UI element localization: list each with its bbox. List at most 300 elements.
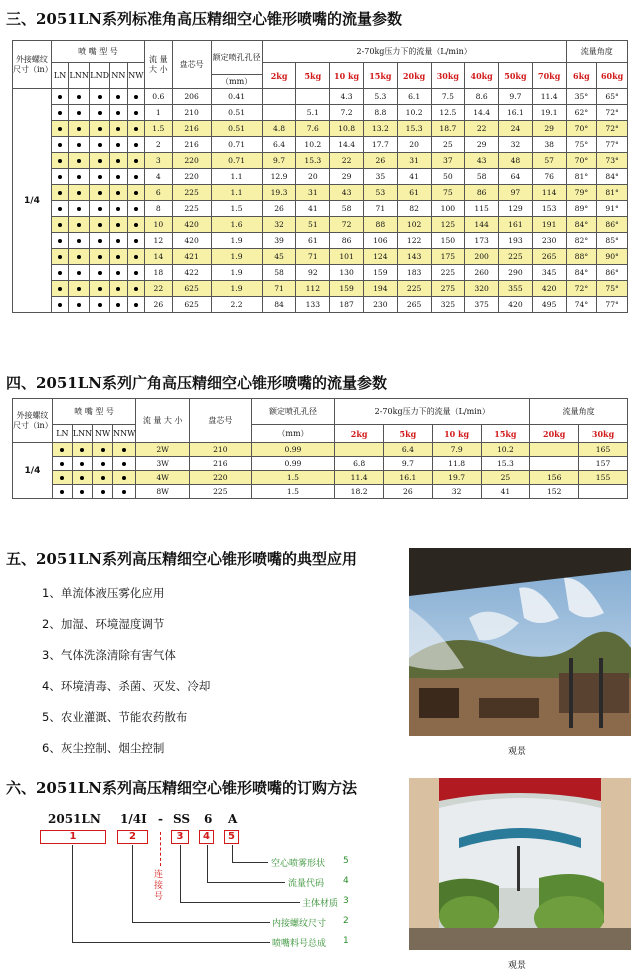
data-cell: 50 xyxy=(431,169,465,185)
data-cell: 71 xyxy=(262,281,296,297)
availability-dot xyxy=(77,271,81,275)
availability-dot xyxy=(77,175,81,179)
type-available-cell xyxy=(69,233,90,249)
data-cell: 0.71 xyxy=(211,153,262,169)
legend-num-5: 5 xyxy=(343,856,349,866)
data-cell: 58 xyxy=(465,169,499,185)
application-item: 1、单流体液压雾化应用 xyxy=(42,586,165,600)
data-cell: 1.9 xyxy=(211,265,262,281)
order-box-1: 1 xyxy=(40,830,106,844)
orifice-header: 额定喷孔孔径 xyxy=(211,41,262,75)
availability-dot xyxy=(116,127,120,131)
data-cell: 18 xyxy=(145,265,173,281)
type-available-cell xyxy=(90,297,110,313)
availability-dot xyxy=(98,239,102,243)
data-cell: 143 xyxy=(397,249,431,265)
data-cell: 14.4 xyxy=(465,105,499,121)
type-available-cell xyxy=(110,281,127,297)
availability-dot xyxy=(116,191,120,195)
data-cell: 22 xyxy=(465,121,499,137)
data-cell: 92 xyxy=(296,265,330,281)
data-cell xyxy=(296,89,330,105)
data-cell: 495 xyxy=(532,297,566,313)
data-cell: 187 xyxy=(330,297,364,313)
data-cell: 102 xyxy=(397,217,431,233)
type-available-cell xyxy=(127,121,144,137)
thread-size-cell: 1/4 xyxy=(13,89,52,313)
data-cell: 84° xyxy=(566,217,597,233)
spray-angle-header: 流量角度 xyxy=(566,41,627,63)
data-cell: 345 xyxy=(532,265,566,281)
availability-dot xyxy=(116,303,120,307)
section4-title: 四、2051LN系列广角高压精细空心锥形喷嘴的流量参数 xyxy=(6,374,388,392)
type-available-cell xyxy=(69,169,90,185)
availability-dot xyxy=(60,490,64,494)
data-cell: 10.2 xyxy=(296,137,330,153)
data-cell: 70° xyxy=(566,121,597,137)
type-available-cell xyxy=(51,217,68,233)
availability-dot xyxy=(134,111,138,115)
availability-dot xyxy=(77,111,81,115)
data-cell: 88 xyxy=(363,217,397,233)
table-row xyxy=(13,201,628,217)
data-cell: 29 xyxy=(465,137,499,153)
legend-label-5: 空心喷雾形状 xyxy=(271,859,326,869)
data-cell: 1.1 xyxy=(211,185,262,201)
nozzle-type-lnd: LND xyxy=(90,63,110,89)
availability-dot xyxy=(134,95,138,99)
data-cell: 1.5 xyxy=(145,121,173,137)
data-cell: 175 xyxy=(431,249,465,265)
type-available-cell xyxy=(90,89,110,105)
data-cell: 9.7 xyxy=(384,457,433,471)
data-cell: 89° xyxy=(566,201,597,217)
availability-dot xyxy=(116,95,120,99)
type-available-cell xyxy=(90,121,110,137)
data-cell: 173 xyxy=(465,233,499,249)
data-cell: 265 xyxy=(397,297,431,313)
data-cell: 26 xyxy=(363,153,397,169)
order-box-4: 4 xyxy=(199,830,214,844)
availability-dot xyxy=(116,111,120,115)
data-cell: 84° xyxy=(597,169,628,185)
data-cell: 39 xyxy=(262,233,296,249)
availability-dot xyxy=(77,191,81,195)
availability-dot xyxy=(134,239,138,243)
data-cell: 191 xyxy=(532,217,566,233)
data-cell: 61 xyxy=(397,185,431,201)
data-cell: 35 xyxy=(363,169,397,185)
availability-dot xyxy=(60,448,64,452)
section6-title: 六、2051LN系列高压精细空心锥形喷嘴的订购方法 xyxy=(6,779,358,797)
data-cell: 77° xyxy=(597,137,628,153)
data-cell: 129 xyxy=(499,201,533,217)
legend-num-2: 2 xyxy=(343,916,349,926)
nozzle-type-lnn: LNN xyxy=(72,425,92,443)
data-cell: 81° xyxy=(566,169,597,185)
data-cell: 161 xyxy=(499,217,533,233)
core-number-header: 盘芯号 xyxy=(172,41,211,89)
data-cell: 11.4 xyxy=(335,471,384,485)
data-cell: 216 xyxy=(172,121,211,137)
data-cell: 130 xyxy=(330,265,364,281)
nozzle-type-nw: NW xyxy=(93,425,113,443)
pressure-col-header: 15kg xyxy=(363,63,397,89)
data-cell: 11.4 xyxy=(532,89,566,105)
data-cell: 230 xyxy=(363,297,397,313)
type-available-cell xyxy=(127,249,144,265)
data-cell: 225 xyxy=(190,485,252,499)
data-cell: 5.3 xyxy=(363,89,397,105)
availability-dot xyxy=(122,490,126,494)
data-cell: 6.4 xyxy=(384,443,433,457)
data-cell: 355 xyxy=(499,281,533,297)
type-available-cell xyxy=(93,485,113,499)
data-cell: 420 xyxy=(532,281,566,297)
data-cell: 4 xyxy=(145,169,173,185)
type-available-cell xyxy=(69,89,90,105)
data-cell: 65° xyxy=(597,89,628,105)
data-cell: 76 xyxy=(532,169,566,185)
availability-dot xyxy=(60,462,64,466)
code-shape: A xyxy=(228,812,238,826)
data-cell: 4W xyxy=(136,471,190,485)
type-available-cell xyxy=(69,297,90,313)
availability-dot xyxy=(116,287,120,291)
data-cell: 73° xyxy=(597,153,628,169)
data-cell: 85° xyxy=(597,233,628,249)
pressure-col-header: 2kg xyxy=(335,425,384,443)
type-available-cell xyxy=(51,201,68,217)
data-cell: 77° xyxy=(597,297,628,313)
type-available-cell xyxy=(127,169,144,185)
data-cell xyxy=(530,457,579,471)
data-cell: 159 xyxy=(363,265,397,281)
spray-angle-header: 流量角度 xyxy=(530,399,628,425)
nozzle-type-header: 喷 嘴 型 号 xyxy=(52,399,135,425)
availability-dot xyxy=(98,191,102,195)
data-cell: 101 xyxy=(330,249,364,265)
type-available-cell xyxy=(90,137,110,153)
data-cell: 62° xyxy=(566,105,597,121)
data-cell: 32 xyxy=(432,485,481,499)
type-available-cell xyxy=(93,471,113,485)
availability-dot xyxy=(58,287,62,291)
data-cell: 22 xyxy=(145,281,173,297)
order-box-5: 5 xyxy=(224,830,239,844)
data-cell: 25 xyxy=(481,471,530,485)
availability-dot xyxy=(122,476,126,480)
type-available-cell xyxy=(127,105,144,121)
data-cell: 17.7 xyxy=(363,137,397,153)
connector-label: 连接号 xyxy=(154,870,164,902)
data-cell: 31 xyxy=(296,185,330,201)
table-row xyxy=(13,233,628,249)
type-available-cell xyxy=(110,297,127,313)
data-cell: 7.2 xyxy=(330,105,364,121)
type-available-cell xyxy=(69,105,90,121)
type-available-cell xyxy=(51,89,68,105)
availability-dot xyxy=(134,287,138,291)
data-cell: 82° xyxy=(566,233,597,249)
data-cell: 100 xyxy=(431,201,465,217)
data-cell: 4.8 xyxy=(262,121,296,137)
data-cell: 2.2 xyxy=(211,297,262,313)
data-cell xyxy=(262,105,296,121)
pressure-col-header: 30kg xyxy=(579,425,628,443)
data-cell: 86 xyxy=(330,233,364,249)
availability-dot xyxy=(98,207,102,211)
type-available-cell xyxy=(110,169,127,185)
data-cell xyxy=(335,443,384,457)
data-cell: 22 xyxy=(330,153,364,169)
data-cell: 29 xyxy=(532,121,566,137)
type-available-cell xyxy=(51,281,68,297)
data-cell: 9.7 xyxy=(262,153,296,169)
type-available-cell xyxy=(69,201,90,217)
data-cell: 75 xyxy=(431,185,465,201)
data-cell: 1.9 xyxy=(211,233,262,249)
orifice-unit: （mm） xyxy=(211,75,262,89)
data-cell: 200 xyxy=(465,249,499,265)
type-available-cell xyxy=(52,457,72,471)
data-cell: 6.1 xyxy=(397,89,431,105)
data-cell: 38 xyxy=(532,137,566,153)
data-cell: 84° xyxy=(566,265,597,281)
table-row xyxy=(13,265,628,281)
pressure-col-header: 10 kg xyxy=(330,63,364,89)
data-cell: 0.41 xyxy=(211,89,262,105)
type-available-cell xyxy=(90,265,110,281)
data-cell: 86° xyxy=(597,265,628,281)
type-available-cell xyxy=(110,121,127,137)
data-cell: 144 xyxy=(465,217,499,233)
pressure-col-header: 10 kg xyxy=(432,425,481,443)
availability-dot xyxy=(101,476,105,480)
type-available-cell xyxy=(51,153,68,169)
data-cell: 37 xyxy=(431,153,465,169)
type-available-cell xyxy=(52,485,72,499)
type-available-cell xyxy=(127,217,144,233)
data-cell: 375 xyxy=(465,297,499,313)
availability-dot xyxy=(116,255,120,259)
availability-dot xyxy=(101,490,105,494)
type-available-cell xyxy=(90,249,110,265)
data-cell: 625 xyxy=(172,281,211,297)
availability-dot xyxy=(58,223,62,227)
availability-dot xyxy=(98,271,102,275)
table-row xyxy=(13,105,628,121)
data-cell: 165 xyxy=(579,443,628,457)
data-cell: 72° xyxy=(597,121,628,137)
data-cell: 82 xyxy=(397,201,431,217)
data-cell: 45 xyxy=(262,249,296,265)
data-cell: 225 xyxy=(172,201,211,217)
availability-dot xyxy=(77,239,81,243)
type-available-cell xyxy=(127,265,144,281)
availability-dot xyxy=(58,271,62,275)
availability-dot xyxy=(80,490,84,494)
data-cell: 71 xyxy=(296,249,330,265)
connector-dash-line xyxy=(160,832,161,866)
availability-dot xyxy=(101,448,105,452)
core-number-header: 盘芯号 xyxy=(190,399,252,443)
availability-dot xyxy=(134,175,138,179)
table-row xyxy=(13,443,628,457)
application-item: 4、环境清毒、杀菌、灭发、冷却 xyxy=(42,679,211,693)
availability-dot xyxy=(98,255,102,259)
type-available-cell xyxy=(113,443,136,457)
availability-dot xyxy=(58,207,62,211)
availability-dot xyxy=(116,207,120,211)
data-cell: 9.7 xyxy=(499,89,533,105)
data-cell: 8.8 xyxy=(363,105,397,121)
type-available-cell xyxy=(69,137,90,153)
data-cell: 0.51 xyxy=(211,121,262,137)
nozzle-type-nn: NN xyxy=(110,63,127,89)
data-cell: 88° xyxy=(566,249,597,265)
availability-dot xyxy=(98,127,102,131)
type-available-cell xyxy=(127,185,144,201)
availability-dot xyxy=(98,223,102,227)
data-cell: 16.1 xyxy=(384,471,433,485)
availability-dot xyxy=(134,303,138,307)
data-cell: 220 xyxy=(172,169,211,185)
availability-dot xyxy=(116,271,120,275)
legend-num-1: 1 xyxy=(343,936,349,946)
availability-dot xyxy=(116,223,120,227)
pressure-col-header: 50kg xyxy=(499,63,533,89)
data-cell: 10 xyxy=(145,217,173,233)
data-cell: 19.7 xyxy=(432,471,481,485)
table-row xyxy=(13,185,628,201)
type-available-cell xyxy=(110,265,127,281)
availability-dot xyxy=(60,476,64,480)
data-cell: 1.5 xyxy=(251,471,335,485)
data-cell: 16.1 xyxy=(499,105,533,121)
type-available-cell xyxy=(51,185,68,201)
type-available-cell xyxy=(90,153,110,169)
type-available-cell xyxy=(51,137,68,153)
availability-dot xyxy=(80,462,84,466)
type-available-cell xyxy=(90,281,110,297)
section3-title: 三、2051LN系列标准角高压精细空心锥形喷嘴的流量参数 xyxy=(6,10,403,28)
data-cell: 57 xyxy=(532,153,566,169)
availability-dot xyxy=(98,143,102,147)
data-cell: 14.4 xyxy=(330,137,364,153)
data-cell: 265 xyxy=(532,249,566,265)
availability-dot xyxy=(134,127,138,131)
data-cell: 8.6 xyxy=(465,89,499,105)
availability-dot xyxy=(58,127,62,131)
data-cell: 29 xyxy=(330,169,364,185)
type-available-cell xyxy=(110,153,127,169)
data-cell: 133 xyxy=(296,297,330,313)
data-cell: 1.9 xyxy=(211,249,262,265)
data-cell: 125 xyxy=(431,217,465,233)
orifice-unit: （mm） xyxy=(251,425,335,443)
availability-dot xyxy=(80,448,84,452)
data-cell: 72° xyxy=(597,105,628,121)
availability-dot xyxy=(116,239,120,243)
data-cell: 124 xyxy=(363,249,397,265)
availability-dot xyxy=(77,159,81,163)
availability-dot xyxy=(58,111,62,115)
availability-dot xyxy=(77,255,81,259)
type-available-cell xyxy=(127,233,144,249)
type-available-cell xyxy=(90,201,110,217)
application-item: 5、农业灌溉、节能农药散布 xyxy=(42,710,188,724)
type-available-cell xyxy=(110,137,127,153)
data-cell: 112 xyxy=(296,281,330,297)
type-available-cell xyxy=(90,105,110,121)
availability-dot xyxy=(134,255,138,259)
data-cell: 153 xyxy=(532,201,566,217)
table-row xyxy=(13,89,628,105)
availability-dot xyxy=(77,223,81,227)
data-cell: 1.5 xyxy=(211,201,262,217)
type-available-cell xyxy=(110,105,127,121)
data-cell: 115 xyxy=(465,201,499,217)
data-cell: 48 xyxy=(499,153,533,169)
pressure-col-header: 5kg xyxy=(296,63,330,89)
data-cell: 159 xyxy=(330,281,364,297)
data-cell: 84 xyxy=(262,297,296,313)
availability-dot xyxy=(116,143,120,147)
data-cell: 156 xyxy=(530,471,579,485)
legend-label-4: 流量代码 xyxy=(288,879,325,889)
data-cell: 420 xyxy=(172,217,211,233)
type-available-cell xyxy=(69,265,90,281)
data-cell: 18.7 xyxy=(431,121,465,137)
legend-label-2: 内接螺纹尺寸 xyxy=(272,919,327,929)
availability-dot xyxy=(98,287,102,291)
data-cell: 150 xyxy=(431,233,465,249)
data-cell xyxy=(530,443,579,457)
type-available-cell xyxy=(51,265,68,281)
code-flow: 6 xyxy=(204,812,213,826)
wide-angle-flow-table xyxy=(12,398,628,499)
data-cell: 152 xyxy=(530,485,579,499)
availability-dot xyxy=(58,143,62,147)
availability-dot xyxy=(134,223,138,227)
data-cell: 8 xyxy=(145,201,173,217)
data-cell: 90° xyxy=(597,249,628,265)
data-cell: 74° xyxy=(566,297,597,313)
data-cell: 1.9 xyxy=(211,281,262,297)
legend-num-3: 3 xyxy=(343,896,349,906)
pressure-col-header: 30kg xyxy=(431,63,465,89)
data-cell: 58 xyxy=(330,201,364,217)
data-cell: 32 xyxy=(499,137,533,153)
data-cell: 225 xyxy=(431,265,465,281)
misting-garden-photo xyxy=(409,778,631,950)
data-cell: 72 xyxy=(330,217,364,233)
pressure-col-header: 15kg xyxy=(481,425,530,443)
data-cell: 61 xyxy=(296,233,330,249)
type-available-cell xyxy=(69,185,90,201)
availability-dot xyxy=(116,175,120,179)
availability-dot xyxy=(58,303,62,307)
availability-dot xyxy=(98,175,102,179)
data-cell: 420 xyxy=(499,297,533,313)
type-available-cell xyxy=(72,471,92,485)
type-available-cell xyxy=(110,233,127,249)
data-cell: 420 xyxy=(172,233,211,249)
data-cell: 2 xyxy=(145,137,173,153)
type-available-cell xyxy=(110,89,127,105)
type-available-cell xyxy=(127,297,144,313)
